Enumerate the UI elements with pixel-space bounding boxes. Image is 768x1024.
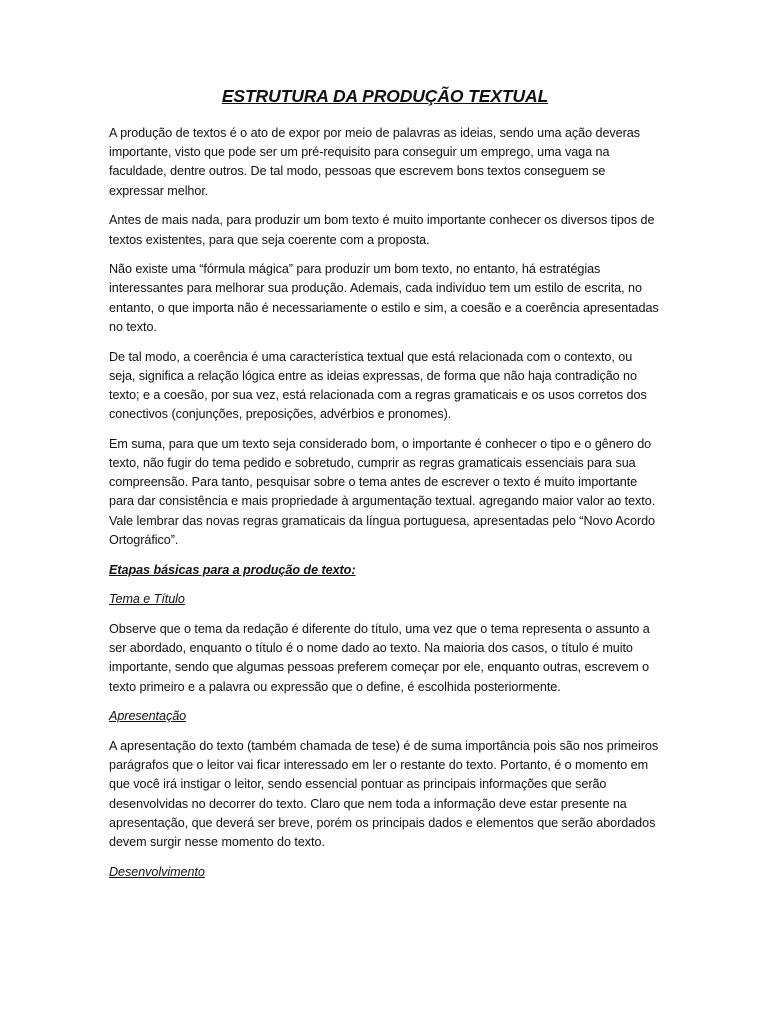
- subsection-heading-presentation: Apresentação: [109, 709, 187, 724]
- paragraph-intro: A produção de textos é o ato de expor por meio de palavras as ideias, sendo uma ação deveras importante, visto que pode ser um pré-requisito para conseguir um emprego, uma vaga na faculdade, dentre outros. De tal modo, pessoas que escrevem bons textos conseguem se expressar melhor.: [109, 126, 640, 198]
- document-title: ESTRUTURA DA PRODUÇÃO TEXTUAL: [221, 86, 549, 106]
- section-heading-basic-steps: Etapas básicas para a produção de texto:: [109, 562, 356, 577]
- paragraph-theme-title: Observe que o tema da redação é diferente do título, uma vez que o tema representa o assunto a ser abordado, enquanto o título é o nome dado ao texto. Na maioria dos casos, o título é muito importante, sendo que algumas pessoas preferem começar por ele, enquanto outras, escrevem o texto primeiro e a palavra ou expressão que o define, é escolhida posteriormente.: [109, 621, 650, 694]
- paragraph-summary: Em suma, para que um texto seja considerado bom, o importante é conhecer o tipo e o gênero do texto, não fugir do tema pedido e sobretudo, cumprir as regras gramaticais essenciais para sua compreensão. Para tanto, pesquisar sobre o tema antes de escrever o texto é muito importante para dar consistência e mais propriedade à argumentação textual. agregando maior valor ao texto. Vale lembrar das novas regras gramaticais da língua portuguesa, apresentadas pelo “Novo Acordo Ortográfico”.: [109, 436, 656, 547]
- paragraph-presentation: A apresentação do texto (também chamada de tese) é de suma importância pois são nos primeiros parágrafos que o leitor vai ficar interessado em ler o restante do texto. Portanto, é o momento em que você irá instigar o leitor, sendo essencial pontuar as principais informações que serão desenvolvidas no decorrer do texto. Claro que nem toda a informação deve estar presente na apresentação, que deverá ser breve, porém os principais dados e elementos que serão abordados devem surgir nesse momento do texto.: [109, 738, 659, 849]
- paragraph-types: Antes de mais nada, para produzir um bom texto é muito importante conhecer os diversos tipos de textos existentes, para que seja coerente com a proposta.: [109, 213, 655, 247]
- subsection-heading-development: Desenvolvimento: [109, 864, 205, 879]
- document-body: [109, 124, 661, 892]
- paragraph-strategies: Não existe uma “fórmula mágica” para produzir um bom texto, no entanto, há estratégias interessantes para melhorar sua produção. Ademais, cada indivíduo tem um estilo de escrita, no entanto, o que importa não é necessariamente o estilo e sim, a coesão e a coerência apresentadas no texto.: [109, 262, 659, 334]
- subsection-heading-theme-title: Tema e Título: [109, 592, 185, 607]
- paragraph-coherence: De tal modo, a coerência é uma característica textual que está relacionada com o contexto, ou seja, significa a relação lógica entre as ideias expressas, de forma que não haja contradição no texto; e a coesão, por sua vez, está relacionada com a regras gramaticais e os usos corretos dos conectivos (conjunções, preposições, advérbios e pronomes).: [109, 349, 647, 422]
